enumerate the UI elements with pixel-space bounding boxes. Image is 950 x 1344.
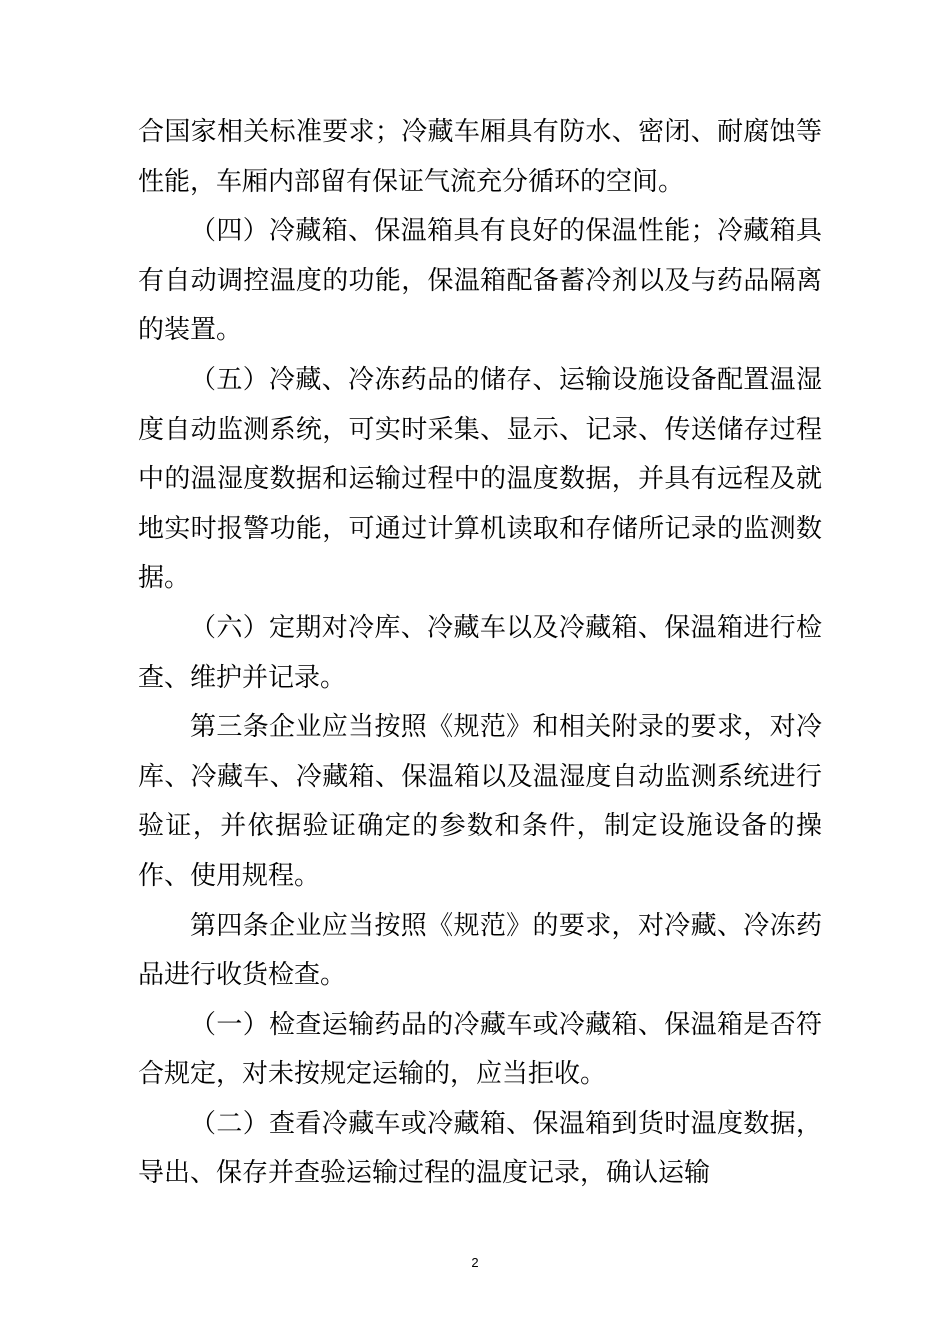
paragraph-item-1: （一）检查运输药品的冷藏车或冷藏箱、保温箱是否符合规定，对未按规定运输的，应当拒收。 <box>138 1009 822 1090</box>
page-number: 2 <box>471 1255 479 1270</box>
paragraph-item-6: （六）定期对冷库、冷藏车以及冷藏箱、保温箱进行检查、维护并记录。 <box>138 612 822 693</box>
paragraph-continuation: 合国家相关标准要求；冷藏车厢具有防水、密闭、耐腐蚀等性能，车厢内部留有保证气流充分循环的空间。 <box>138 117 822 197</box>
body-text <box>138 108 822 1199</box>
paragraph-item-4: （四）冷藏箱、保温箱具有良好的保温性能；冷藏箱具有自动调控温度的功能，保温箱配备蓄冷剂以及与药品隔离的装置。 <box>138 216 822 346</box>
paragraph-article-3: 第三条企业应当按照《规范》和相关附录的要求，对冷库、冷藏车、冷藏箱、保温箱以及温湿度自动监测系统进行验证，并依据验证确定的参数和条件，制定设施设备的操作、使用规程。 <box>138 712 822 891</box>
paragraph-item-5: （五）冷藏、冷冻药品的储存、运输设施设备配置温湿度自动监测系统，可实时采集、显示、记录、传送储存过程中的温湿度数据和运输过程中的温度数据，并具有远程及就地实时报警功能，可通过计算机读取和存储所记录的监测数据。 <box>138 364 822 594</box>
paragraph-article-4: 第四条企业应当按照《规范》的要求，对冷藏、冷冻药品进行收货检查。 <box>138 910 822 991</box>
paragraph-item-2: （二）查看冷藏车或冷藏箱、保温箱到货时温度数据，导出、保存并查验运输过程的温度记录，确认运输 <box>138 1108 822 1189</box>
